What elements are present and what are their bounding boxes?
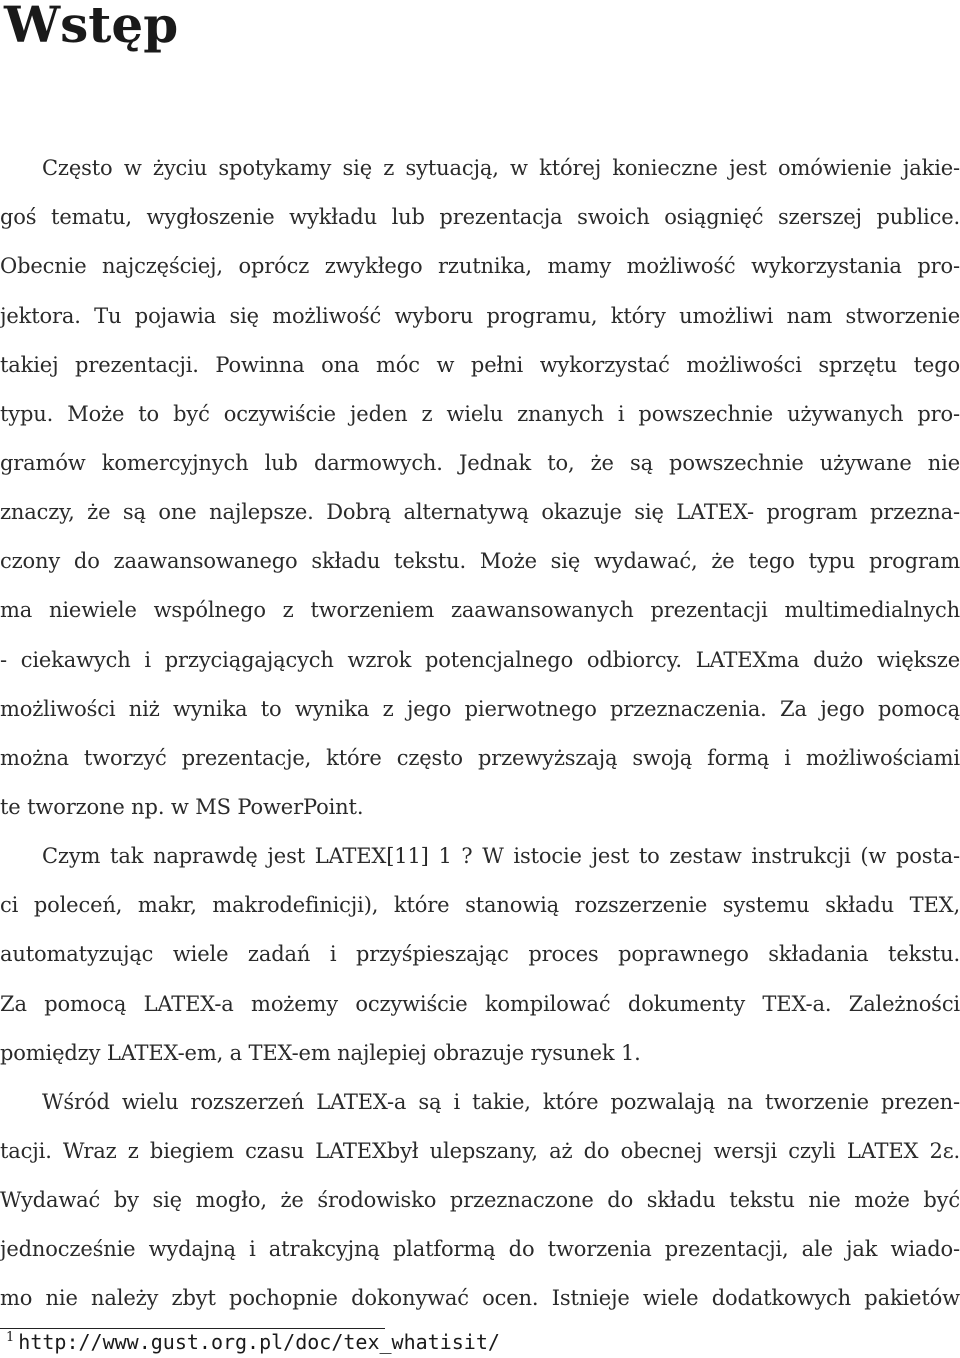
footnote-mark: 1: [6, 1330, 15, 1346]
page-title: Wstęp: [4, 0, 179, 54]
footnote: [6, 1330, 500, 1354]
footnote-link[interactable]: http://www.gust.org.pl/doc/tex_whatisit/: [18, 1330, 500, 1354]
text-line: gramów komercyjnych lub darmowych. Jednak to, że są powszechnie używane nie: [0, 451, 960, 475]
text-line: Czym tak naprawdę jest LATEX[11] 1 ? W istocie jest to zestaw instrukcji (w posta-: [42, 844, 960, 868]
text-line: jednocześnie wydajną i atrakcyjną platformą do tworzenia prezentacji, ale jak wiado-: [0, 1237, 960, 1261]
text-line: Często w życiu spotykamy się z sytuacją, w której konieczne jest omówienie jakie-: [42, 156, 960, 180]
text-line: takiej prezentacji. Powinna ona móc w pełni wykorzystać możliwości sprzętu tego: [0, 353, 960, 377]
text-line: jektora. Tu pojawia się możliwość wyboru programu, który umożliwi nam stworzenie: [0, 304, 960, 328]
text-line: można tworzyć prezentacje, które często przewyższają swoją formą i możliwościami: [0, 746, 960, 770]
text-line: - ciekawych i przyciągających wzrok potencjalnego odbiorcy. LATEXma dużo większe: [0, 648, 960, 672]
text-line: Obecnie najczęściej, oprócz zwykłego rzutnika, mamy możliwość wykorzystania pro-: [0, 254, 960, 278]
text-line: te tworzone np. w MS PowerPoint.: [0, 795, 364, 819]
text-line: automatyzując wiele zadań i przyśpieszając proces poprawnego składania tekstu.: [0, 942, 960, 966]
text-line: czony do zaawansowanego składu tekstu. Może się wydawać, że tego typu program: [0, 549, 960, 573]
footnote-rule: [0, 1328, 385, 1329]
text-line: ma niewiele wspólnego z tworzeniem zaawansowanych prezentacji multimedialnych: [0, 598, 960, 622]
text-line: możliwości niż wynika to wynika z jego pierwotnego przeznaczenia. Za jego pomocą: [0, 697, 960, 721]
text-line: tacji. Wraz z biegiem czasu LATEXbył ulepszany, aż do obecnej wersji czyli LATEX 2ε.: [0, 1139, 960, 1163]
text-line: goś tematu, wygłoszenie wykładu lub prezentacja swoich osiągnięć szerszej publice.: [0, 205, 960, 229]
text-line: mo nie należy zbyt pochopnie dokonywać ocen. Istnieje wiele dodatkowych pakietów: [0, 1286, 960, 1310]
text-line: znaczy, że są one najlepsze. Dobrą alternatywą okazuje się LATEX- program przezna-: [0, 500, 960, 524]
text-line: typu. Może to być oczywiście jeden z wielu znanych i powszechnie używanych pro-: [0, 402, 960, 426]
text-line: Wydawać by się mogło, że środowisko przeznaczone do składu tekstu nie może być: [0, 1188, 960, 1212]
text-line: Wśród wielu rozszerzeń LATEX-a są i takie, które pozwalają na tworzenie prezen-: [42, 1090, 960, 1114]
text-line: pomiędzy LATEX-em, a TEX-em najlepiej obrazuje rysunek 1.: [0, 1041, 641, 1065]
text-line: Za pomocą LATEX-a możemy oczywiście kompilować dokumenty TEX-a. Zależności: [0, 992, 960, 1016]
text-line: ci poleceń, makr, makrodefinicji), które stanowią rozszerzenie systemu składu TEX,: [0, 893, 960, 917]
